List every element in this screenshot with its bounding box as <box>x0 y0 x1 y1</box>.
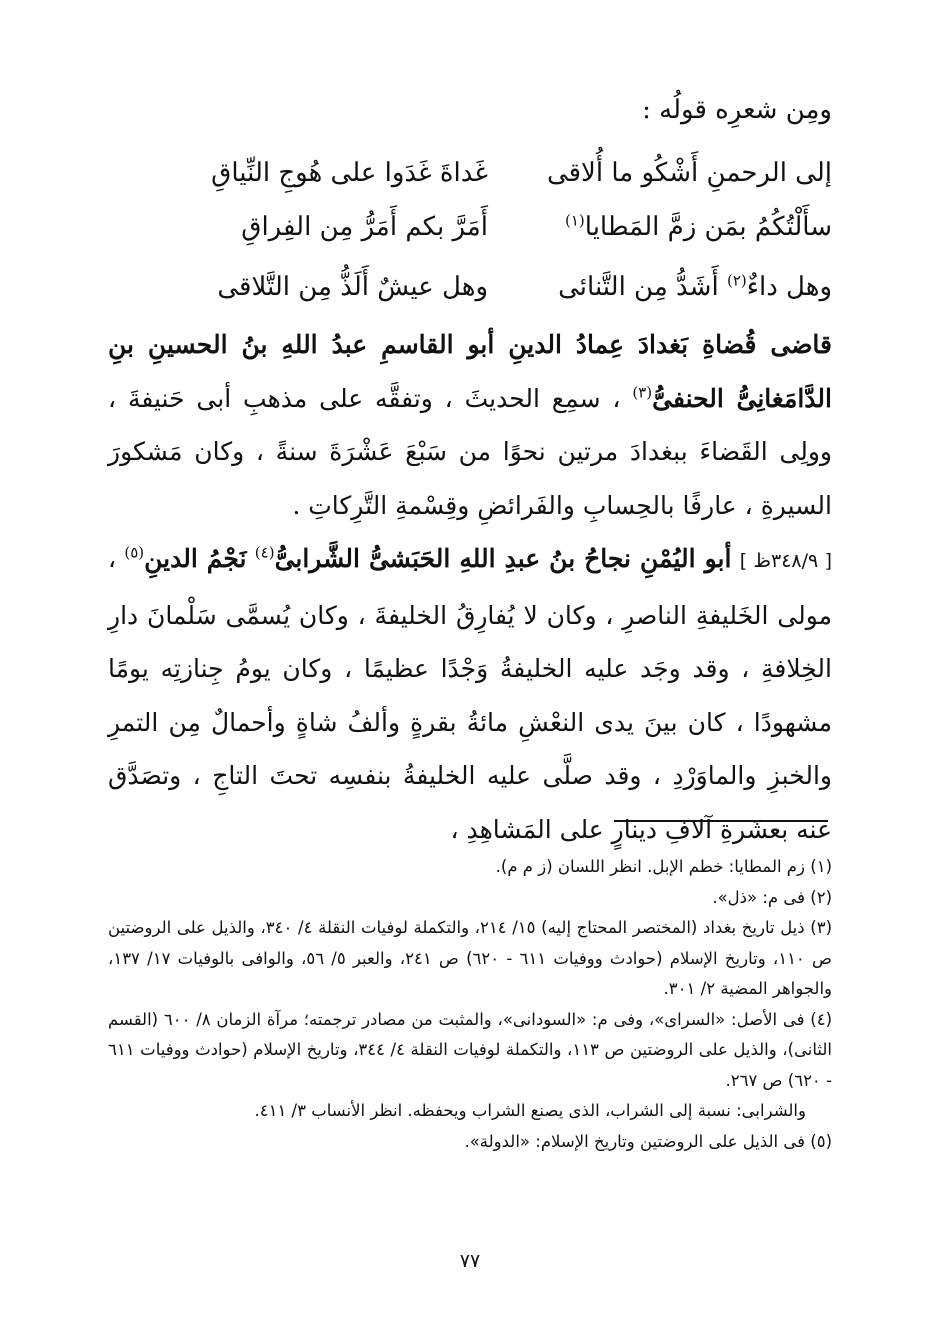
verse-second-hemistich: أَمَرَّ بكم أَمَرُّ مِن الفِراقِ <box>241 212 488 242</box>
poem-verse <box>108 202 832 252</box>
footnote: (٥) فى الذيل على الروضتين وتاريخ الإسلام: «الدولة». <box>464 1131 832 1151</box>
biography-paragraph <box>108 532 832 856</box>
footnote-separator <box>614 820 828 822</box>
verse-first-hemistich <box>502 262 832 312</box>
biography-paragraph <box>108 318 832 532</box>
person-name-heading: قاضى قُضاةِ بَغدادَ عِمادُ الدينِ أبو القاسمِ عبدُ اللهِ بنُ الحسينِ بنِ الدَّامَغانِىُّ الحنفىُّ <box>108 330 832 413</box>
verse-first-hemistich <box>502 202 832 252</box>
poem-intro: ومِن شعرِه قولُه : <box>642 95 832 125</box>
verse-text: أَشَدُّ مِن التَّنائى <box>558 272 719 302</box>
footnote-ref: (٣) <box>632 383 653 402</box>
verse-first-hemistich: إلى الرحمنِ أَشْكُو ما أُلاقى <box>546 158 832 188</box>
paragraph-text: ، مولى الخَليفةِ الناصرِ ، وكان لا يُفارِقُ الخليفةَ ، وكان يُسمَّى سَلْمانَ دارِ الخِلافةِ ، وقد وجَد عليه الخليفةُ وَجْدًا عظيمًا ، وكان يومُ جِنازتِه يومًا مشهودًا ، كان بينَ يدى النعْشِ مائةُ بقرةٍ وألفُ شاةٍ وأحمالٌ مِن التمرِ والخبزِ والماوَرْدِ ، وقد صلَّى عليه الخليفةُ بنفسِه تحتَ التاجِ ، وتصَدَّق عنه بعشَرةِ آلافِ دينارٍ على المَشاهِدِ ، <box>108 544 832 844</box>
footnote-ref: (٤) <box>254 543 275 562</box>
paragraph-text: ، سمِع الحديثَ ، وتفقَّه على مذهبِ أبى حَنيفةَ ، وولِى القَضاءَ ببغدادَ مرتين نحوًا من سَبْعَ عَشْرَةَ سنةً ، وكان مَشكورَ السيرةِ ، عارفًا بالحِسابِ والفَرائضِ وقِسْمةِ التَّرِكاتِ . <box>108 383 832 520</box>
person-name-heading: أبو اليُمْنِ نجاحُ بنُ عبدِ اللهِ الحَبَشىُّ الشَّرابىُّ <box>274 544 732 573</box>
footnote-ref: (٥) <box>124 543 145 562</box>
footnote-ref: (٢) <box>726 271 747 290</box>
footnote-ref: (١) <box>564 211 585 230</box>
footnote: (٤) فى الأصل: «السراى»، وفى م: «السودانى»، والمثبت من مصادر ترجمته؛ مرآة الزمان ٨/ ٦٠٠ (القسم الثانى)، والذيل على الروضتين ص ١١٣، والتكملة لوفيات النقلة ٤/ ٣٤٤، وتاريخ الإسلام (حوادث ووفيات ٦١١ - ٦٢٠) ص ٢٦٧. <box>108 1009 833 1090</box>
poem-verse <box>108 148 832 198</box>
footnotes <box>108 852 832 1157</box>
verse-second-hemistich: غَداةَ غَدَوا على هُوجِ النِّياقِ <box>211 158 488 188</box>
poem-verse <box>108 262 832 312</box>
person-title: نَجْمُ الدينِ <box>144 544 247 573</box>
verse-text: وهل داءٌ <box>746 272 832 302</box>
footnote: (٢) فى م: «ذل». <box>712 887 832 907</box>
footnote-continuation: والشرابى: نسبة إلى الشراب، الذى يصنع الشراب ويحفظه. انظر الأنساب ٣/ ٤١١. <box>254 1101 806 1120</box>
verse-text: سأَلْتُكُمُ بمَن زمَّ المَطايا <box>584 212 832 242</box>
footnote: (١) زم المطايا: خطم الإبل. انظر اللسان (ز م م). <box>495 857 832 876</box>
verse-second-hemistich: وهل عيشٌ أَلَذُّ مِن التَّلاقى <box>217 272 488 302</box>
footnote: (٣) ذيل تاريخ بغداد (المختصر المحتاج إليه) ١٥/ ٢١٤، والتكملة لوفيات النقلة ٤/ ٣٤٠، والذيل على الروضتين ص ١١٠، وتاريخ الإسلام (حوادث ووفيات ٦١١ - ٦٢٠) ص ٢٤١، والعبر ٥/ ٥٦، والوافى بالوفيات ١٧/ ١٣٧، والجواهر المضية ٢/ ٣٠١. <box>108 918 832 998</box>
manuscript-folio-marker: [ ٣٤٨/٩ظ ] <box>739 550 832 572</box>
page-number: ٧٧ <box>459 1250 481 1272</box>
